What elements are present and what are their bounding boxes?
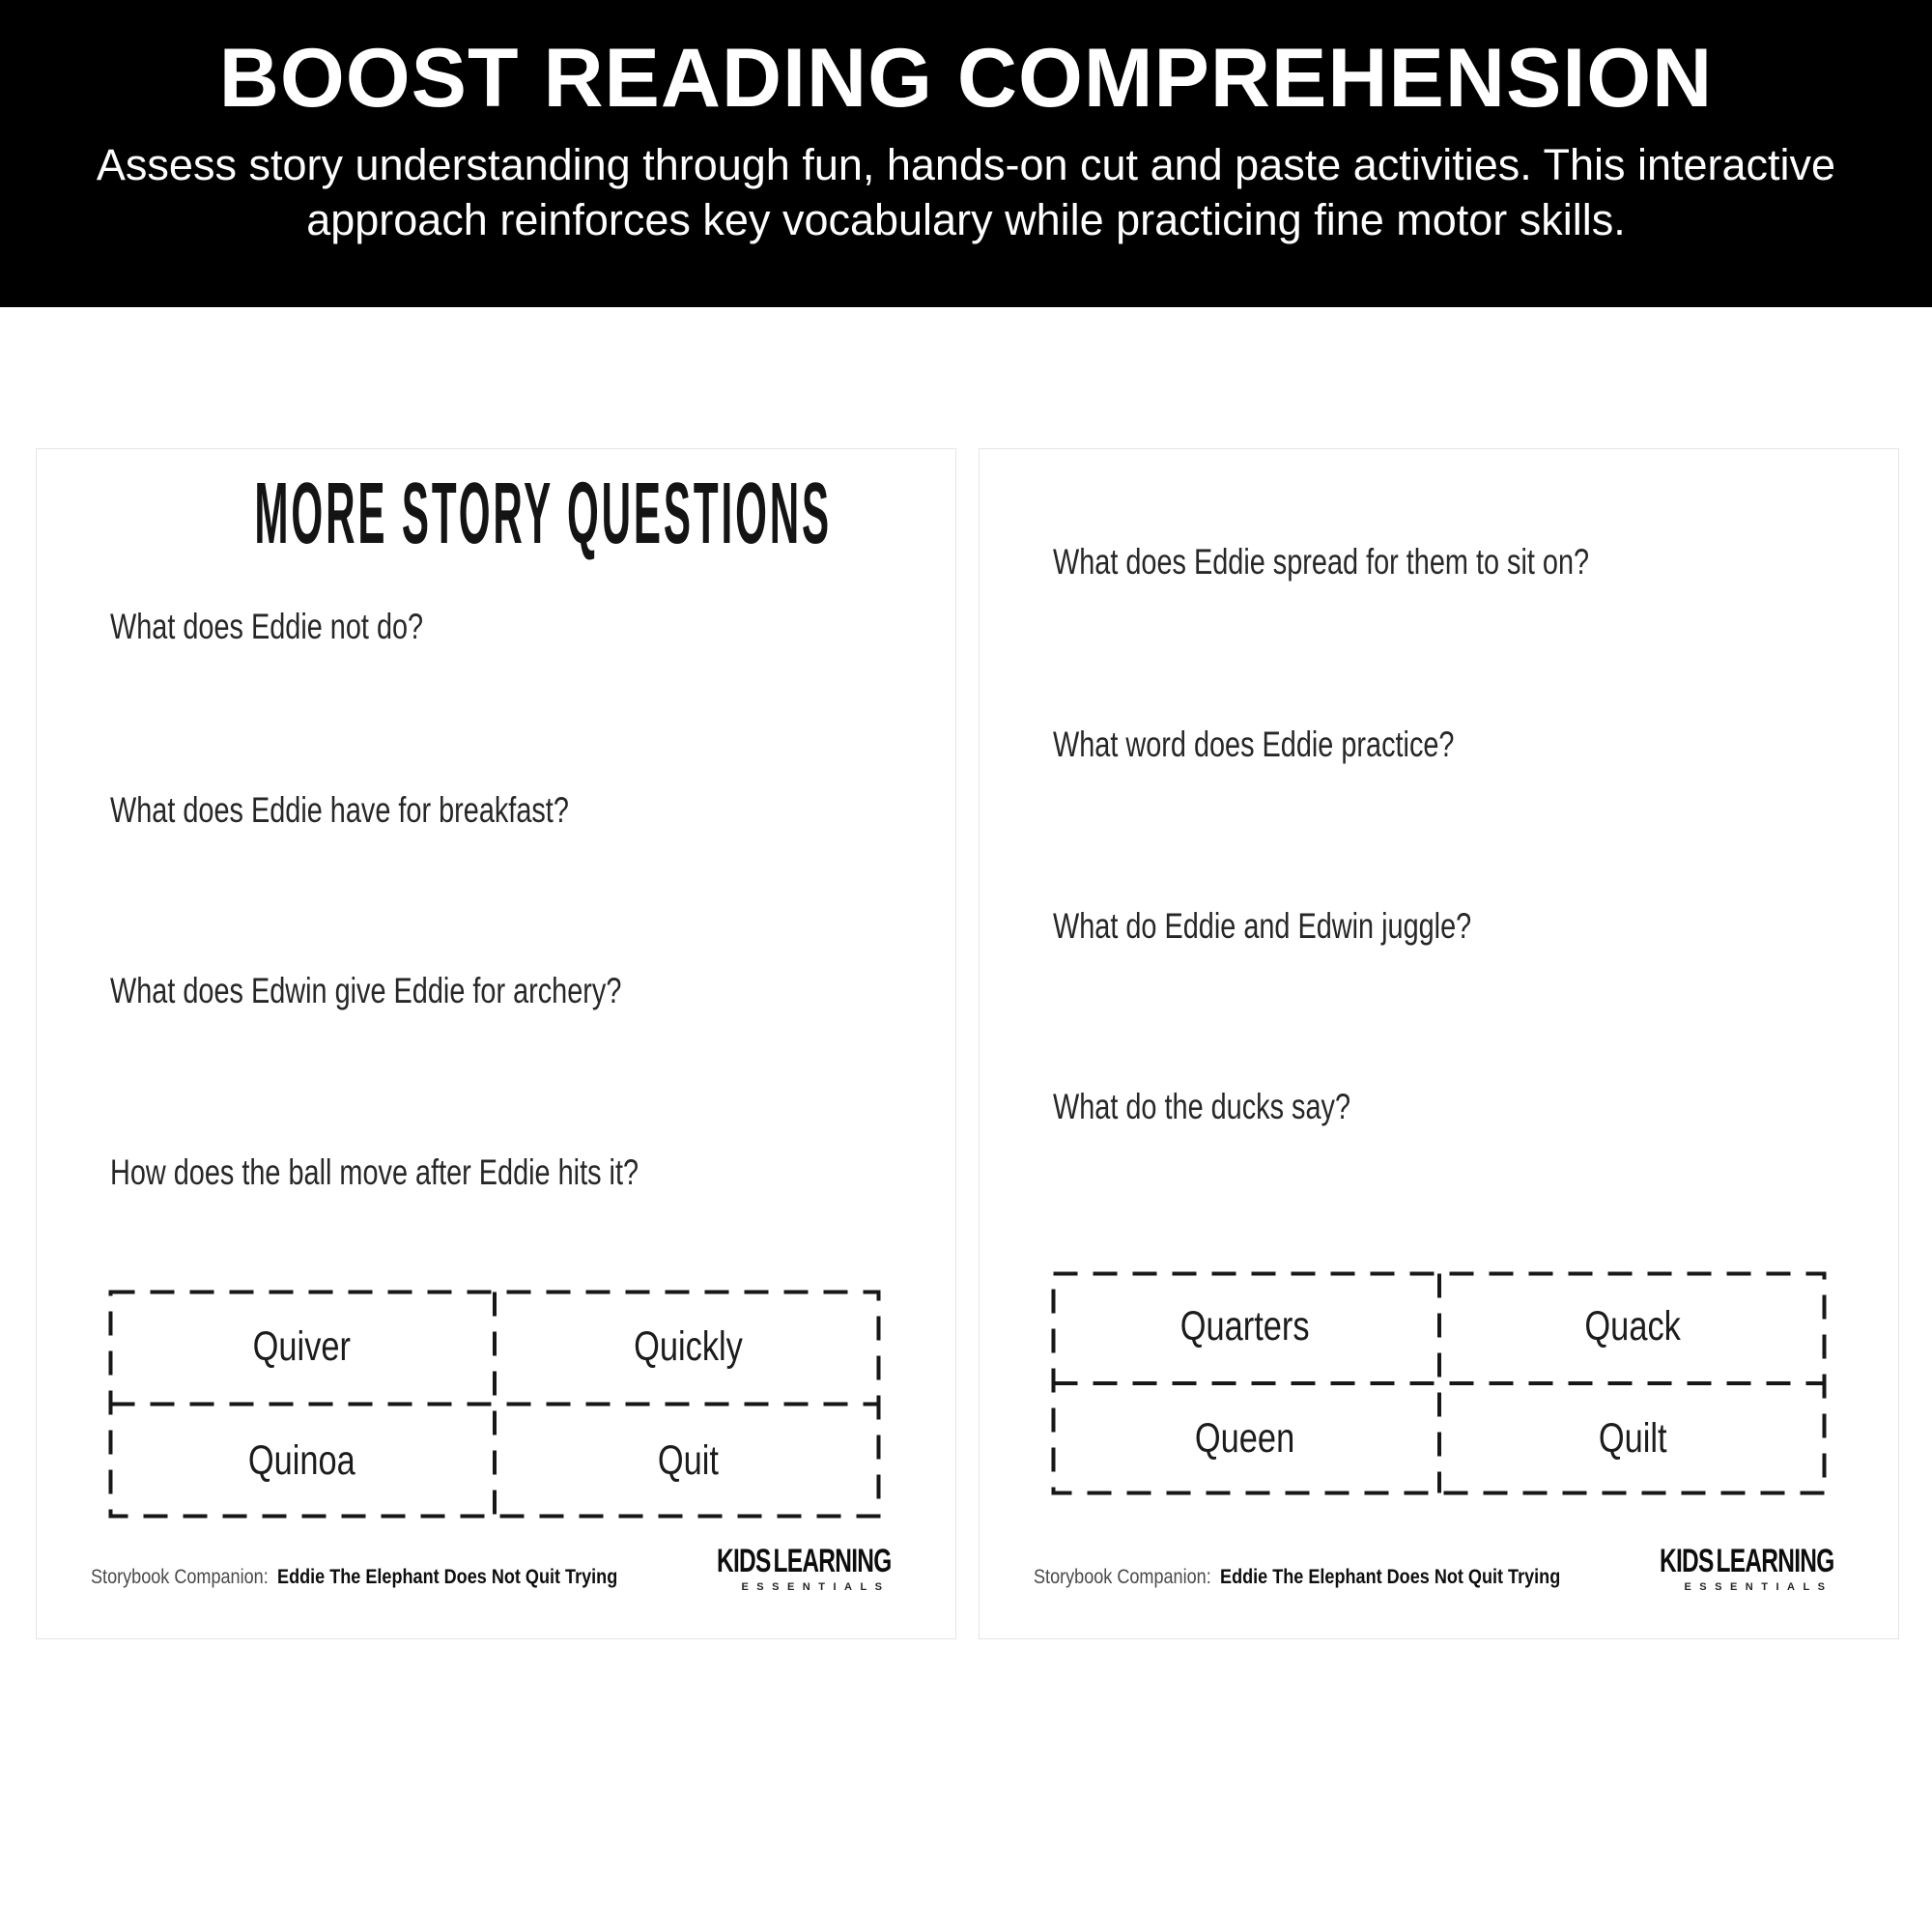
word-bank-item: Quinoa bbox=[247, 1437, 355, 1484]
question-8: What do the ducks say? bbox=[1053, 1087, 1351, 1126]
storybook-title: Eddie The Elephant Does Not Quit Trying bbox=[1220, 1566, 1561, 1588]
logo-essentials-text: ESSENTIALS bbox=[1684, 1581, 1833, 1593]
logo-learning-text: LEARNING bbox=[1716, 1542, 1834, 1579]
question-5: What does Eddie spread for them to sit on? bbox=[1053, 542, 1590, 582]
question-3: What does Edwin give Eddie for archery? bbox=[110, 971, 622, 1010]
word-bank-item: Quickly bbox=[633, 1323, 743, 1370]
storybook-title: Eddie The Elephant Does Not Quit Trying bbox=[277, 1566, 618, 1588]
worksheet-title: MORE STORY QUESTIONS bbox=[254, 464, 833, 562]
word-bank-item: Quiver bbox=[252, 1323, 351, 1370]
word-bank-item: Quack bbox=[1584, 1303, 1682, 1350]
word-bank-item: Quilt bbox=[1599, 1415, 1667, 1462]
storybook-companion-footer bbox=[1034, 1565, 1646, 1590]
kids-learning-logo bbox=[717, 1541, 920, 1593]
question-2: What does Eddie have for breakfast? bbox=[110, 790, 569, 830]
word-bank-item: Quarters bbox=[1180, 1303, 1310, 1350]
question-1: What does Eddie not do? bbox=[110, 607, 424, 646]
logo-essentials-text: ESSENTIALS bbox=[741, 1581, 891, 1593]
worksheet-page-right bbox=[979, 448, 1899, 1639]
header-title: BOOST READING COMPREHENSION bbox=[218, 32, 1714, 125]
header-banner bbox=[0, 0, 1932, 307]
question-4: How does the ball move after Eddie hits it? bbox=[110, 1152, 639, 1192]
word-bank-item: Quit bbox=[657, 1437, 719, 1484]
header-subtitle: Assess story understanding through fun, hands-on cut and paste activities. This interactive approach reinforces key vocabulary while practicing fine motor skills. bbox=[96, 140, 1836, 245]
logo-learning-text: LEARNING bbox=[773, 1542, 892, 1579]
logo-kids-text: KIDS bbox=[717, 1542, 771, 1579]
storybook-companion-footer bbox=[91, 1565, 703, 1590]
storybook-companion-label: Storybook Companion: bbox=[91, 1566, 269, 1588]
worksheet-page-left bbox=[36, 448, 956, 1639]
logo-kids-text: KIDS bbox=[1660, 1542, 1714, 1579]
storybook-companion-label: Storybook Companion: bbox=[1034, 1566, 1211, 1588]
word-bank-item: Queen bbox=[1195, 1415, 1295, 1462]
question-7: What do Eddie and Edwin juggle? bbox=[1053, 906, 1472, 946]
question-6: What word does Eddie practice? bbox=[1053, 724, 1455, 764]
kids-learning-logo bbox=[1660, 1541, 1862, 1593]
